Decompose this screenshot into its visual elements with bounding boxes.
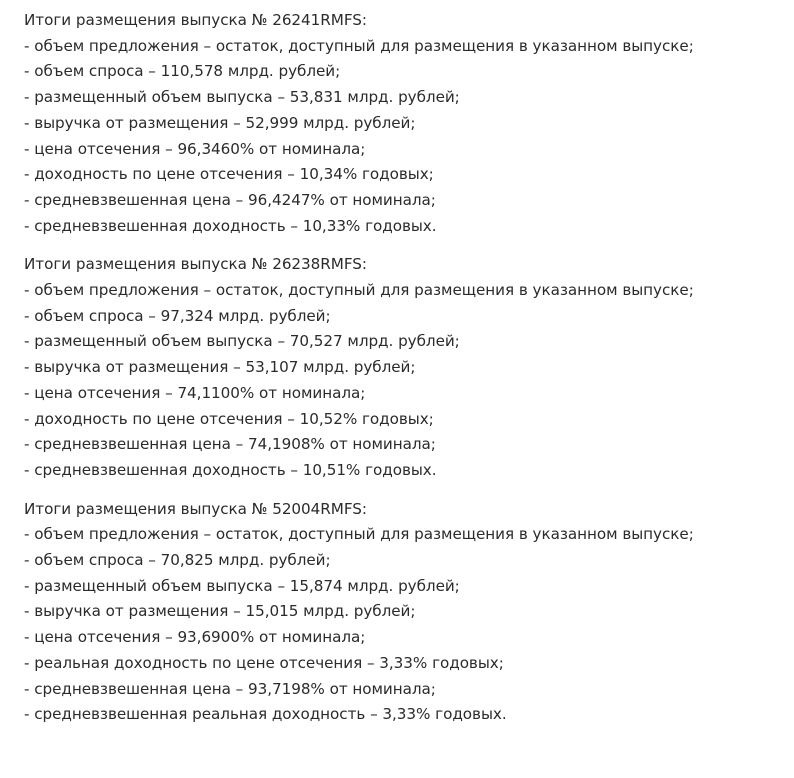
section-title: Итоги размещения выпуска № 26238RMFS: bbox=[24, 255, 367, 274]
result-line: - размещенный объем выпуска – 53,831 млрд. рублей; bbox=[24, 88, 460, 107]
result-line: - средневзвешенная цена – 96,4247% от номинала; bbox=[24, 190, 436, 209]
result-line: - объем спроса – 70,825 млрд. рублей; bbox=[24, 551, 331, 570]
result-line: - средневзвешенная реальная доходность – 3,33% годовых. bbox=[24, 705, 507, 724]
result-line: - цена отсечения – 74,1100% от номинала; bbox=[24, 383, 366, 402]
result-line: - реальная доходность по цене отсечения – 3,33% годовых; bbox=[24, 653, 504, 672]
result-line: - объем спроса – 110,578 млрд. рублей; bbox=[24, 62, 341, 81]
result-line: - средневзвешенная доходность – 10,51% годовых. bbox=[24, 460, 437, 479]
result-line: - объем предложения – остаток, доступный для размещения в указанном выпуске; bbox=[24, 525, 694, 544]
result-line: - выручка от размещения – 53,107 млрд. рублей; bbox=[24, 358, 416, 377]
result-line: - средневзвешенная цена – 74,1908% от номинала; bbox=[24, 435, 436, 454]
result-line: - доходность по цене отсечения – 10,52% годовых; bbox=[24, 409, 434, 428]
result-line: - объем предложения – остаток, доступный для размещения в указанном выпуске; bbox=[24, 281, 694, 300]
placement-results-26241 bbox=[24, 8, 794, 239]
result-line: - средневзвешенная доходность – 10,33% годовых. bbox=[24, 216, 437, 235]
result-line: - цена отсечения – 93,6900% от номинала; bbox=[24, 628, 366, 647]
result-line: - размещенный объем выпуска – 15,874 млрд. рублей; bbox=[24, 576, 460, 595]
result-line: - размещенный объем выпуска – 70,527 млрд. рублей; bbox=[24, 332, 460, 351]
result-line: - выручка от размещения – 15,015 млрд. рублей; bbox=[24, 602, 416, 621]
placement-results-26238 bbox=[24, 252, 794, 483]
result-line: - цена отсечения – 96,3460% от номинала; bbox=[24, 139, 366, 158]
section-title: Итоги размещения выпуска № 26241RMFS: bbox=[24, 11, 367, 29]
result-line: - доходность по цене отсечения – 10,34% годовых; bbox=[24, 165, 434, 184]
result-line: - выручка от размещения – 52,999 млрд. рублей; bbox=[24, 113, 416, 132]
section-title: Итоги размещения выпуска № 52004RMFS: bbox=[24, 499, 367, 518]
result-line: - средневзвешенная цена – 93,7198% от номинала; bbox=[24, 679, 436, 698]
result-line: - объем предложения – остаток, доступный для размещения в указанном выпуске; bbox=[24, 36, 694, 55]
placement-results-52004 bbox=[24, 497, 794, 728]
result-line: - объем спроса – 97,324 млрд. рублей; bbox=[24, 306, 331, 325]
